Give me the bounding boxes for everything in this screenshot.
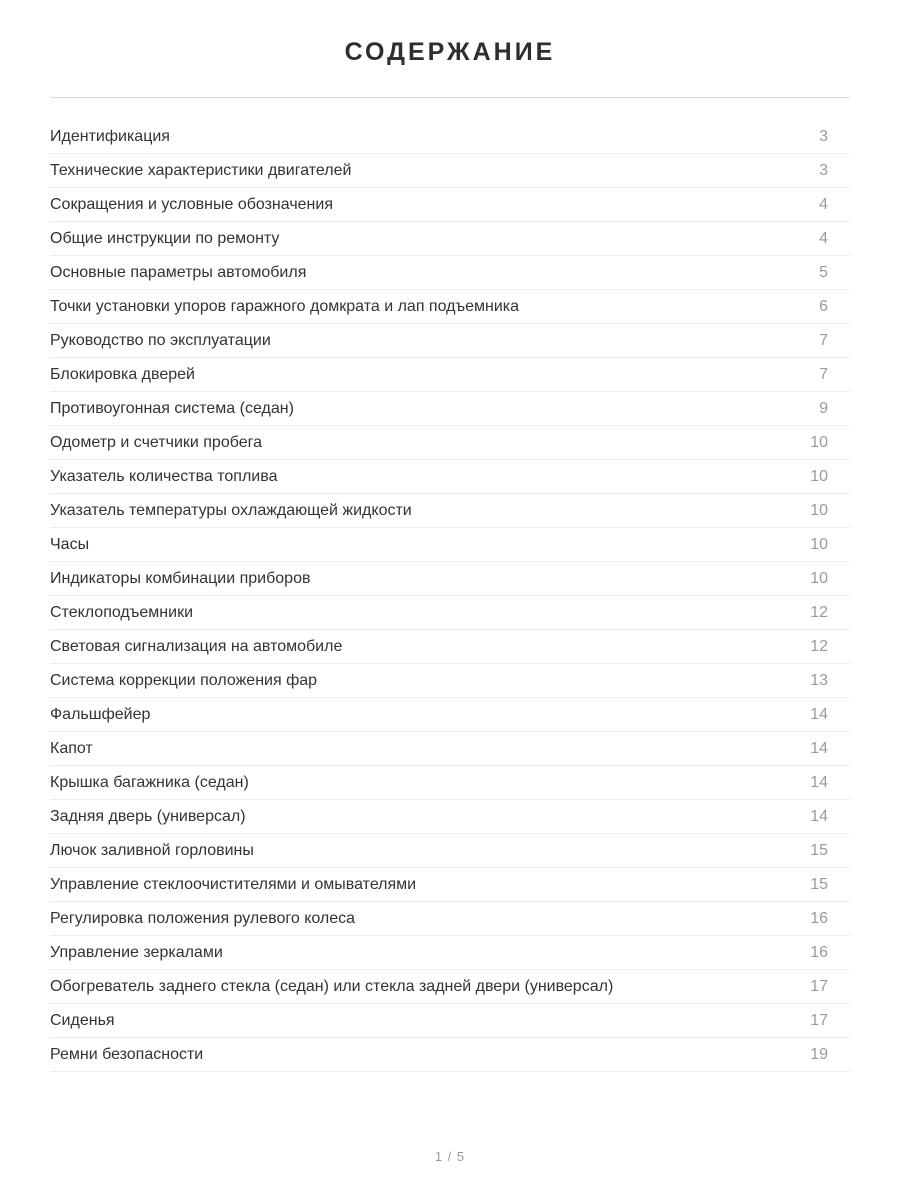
toc-entry-page: 16 bbox=[810, 943, 828, 961]
toc-entry-page: 12 bbox=[810, 603, 828, 621]
toc-row bbox=[50, 630, 850, 664]
toc-row bbox=[50, 868, 850, 902]
toc-entry-title: Указатель количества топлива bbox=[50, 467, 278, 485]
toc-entry-page: 10 bbox=[810, 535, 828, 553]
toc-entry-title: Часы bbox=[50, 535, 90, 553]
toc-entry-page: 4 bbox=[819, 195, 828, 213]
toc-row bbox=[50, 188, 850, 222]
page-indicator: 1 / 5 bbox=[434, 1149, 466, 1164]
toc-entry-page: 10 bbox=[810, 433, 828, 451]
toc-entry-page: 16 bbox=[810, 909, 828, 927]
toc-row bbox=[50, 426, 850, 460]
toc-row bbox=[50, 120, 850, 154]
toc-entry-page: 14 bbox=[810, 807, 828, 825]
toc-entry-title: Индикаторы комбинации приборов bbox=[50, 569, 311, 587]
toc-entry-page: 17 bbox=[810, 1011, 828, 1029]
toc-row bbox=[50, 154, 850, 188]
toc-row bbox=[50, 222, 850, 256]
toc-row bbox=[50, 1038, 850, 1072]
toc-entry-title: Основные параметры автомобиля bbox=[50, 263, 307, 281]
toc-entry-title: Капот bbox=[50, 739, 93, 757]
toc-row bbox=[50, 358, 850, 392]
toc-entry-title: Точки установки упоров гаражного домкрата и лап подъемника bbox=[50, 297, 520, 315]
toc-entry-page: 15 bbox=[810, 875, 828, 893]
toc-row bbox=[50, 596, 850, 630]
toc-entry-title: Одометр и счетчики пробега bbox=[50, 433, 262, 451]
toc-entry-title: Руководство по эксплуатации bbox=[50, 331, 271, 349]
toc-entry-page: 9 bbox=[819, 399, 828, 417]
toc-row bbox=[50, 392, 850, 426]
toc-entry-page: 7 bbox=[819, 331, 828, 349]
toc-row bbox=[50, 664, 850, 698]
toc-entry-title: Задняя дверь (универсал) bbox=[50, 807, 246, 825]
toc-entry-page: 3 bbox=[819, 127, 828, 145]
toc-entry-title: Общие инструкции по ремонту bbox=[50, 229, 280, 247]
toc-row bbox=[50, 698, 850, 732]
toc-entry-title: Стеклоподъемники bbox=[50, 603, 193, 621]
toc-entry-title: Крышка багажника (седан) bbox=[50, 773, 249, 791]
toc-entry-title: Управление зеркалами bbox=[50, 943, 223, 961]
toc-entry-page: 14 bbox=[810, 739, 828, 757]
toc-entry-page: 12 bbox=[810, 637, 828, 655]
toc-entry-page: 10 bbox=[810, 501, 828, 519]
toc-row bbox=[50, 256, 850, 290]
toc-row bbox=[50, 800, 850, 834]
toc-entry-page: 7 bbox=[819, 365, 828, 383]
toc-entry-page: 10 bbox=[810, 569, 828, 587]
toc-row bbox=[50, 460, 850, 494]
toc-row bbox=[50, 528, 850, 562]
toc-entry-page: 6 bbox=[819, 297, 828, 315]
toc-row bbox=[50, 494, 850, 528]
toc-entry-title: Управление стеклоочистителями и омывателями bbox=[50, 875, 417, 893]
toc-entry-page: 4 bbox=[819, 229, 828, 247]
toc-entry-title: Сиденья bbox=[50, 1011, 115, 1029]
toc-entry-page: 5 bbox=[819, 263, 828, 281]
toc-entry-page: 15 bbox=[810, 841, 828, 859]
toc-entry-title: Ремни безопасности bbox=[50, 1045, 204, 1063]
page-title: СОДЕРЖАНИЕ bbox=[344, 38, 556, 66]
toc-entry-page: 19 bbox=[810, 1045, 828, 1063]
toc-row bbox=[50, 562, 850, 596]
toc-entry-title: Технические характеристики двигателей bbox=[50, 161, 352, 179]
toc-entry-page: 14 bbox=[810, 705, 828, 723]
toc-entry-title: Лючок заливной горловины bbox=[50, 841, 254, 859]
toc-entry-page: 17 bbox=[810, 977, 828, 995]
toc-entry-title: Идентификация bbox=[50, 127, 170, 145]
toc-entry-title: Указатель температуры охлаждающей жидкости bbox=[50, 501, 412, 519]
toc-entry-title: Противоугонная система (седан) bbox=[50, 399, 294, 417]
header-divider bbox=[50, 97, 850, 98]
toc-row bbox=[50, 766, 850, 800]
toc-row bbox=[50, 290, 850, 324]
toc-entry-title: Обогреватель заднего стекла (седан) или стекла задней двери (универсал) bbox=[50, 977, 614, 995]
toc-entry-page: 10 bbox=[810, 467, 828, 485]
toc-row bbox=[50, 1004, 850, 1038]
toc-row bbox=[50, 834, 850, 868]
toc-row bbox=[50, 732, 850, 766]
toc-list bbox=[50, 120, 850, 1072]
toc-entry-title: Регулировка положения рулевого колеса bbox=[50, 909, 356, 927]
toc-row bbox=[50, 324, 850, 358]
toc-entry-page: 13 bbox=[810, 671, 828, 689]
toc-entry-title: Фальшфейер bbox=[50, 705, 151, 723]
toc-entry-title: Блокировка дверей bbox=[50, 365, 195, 383]
toc-entry-page: 3 bbox=[819, 161, 828, 179]
toc-row bbox=[50, 970, 850, 1004]
toc-row bbox=[50, 902, 850, 936]
toc-row bbox=[50, 936, 850, 970]
toc-entry-title: Система коррекции положения фар bbox=[50, 671, 318, 689]
toc-entry-page: 14 bbox=[810, 773, 828, 791]
toc-entry-title: Световая сигнализация на автомобиле bbox=[50, 637, 343, 655]
toc-entry-title: Сокращения и условные обозначения bbox=[50, 195, 333, 213]
